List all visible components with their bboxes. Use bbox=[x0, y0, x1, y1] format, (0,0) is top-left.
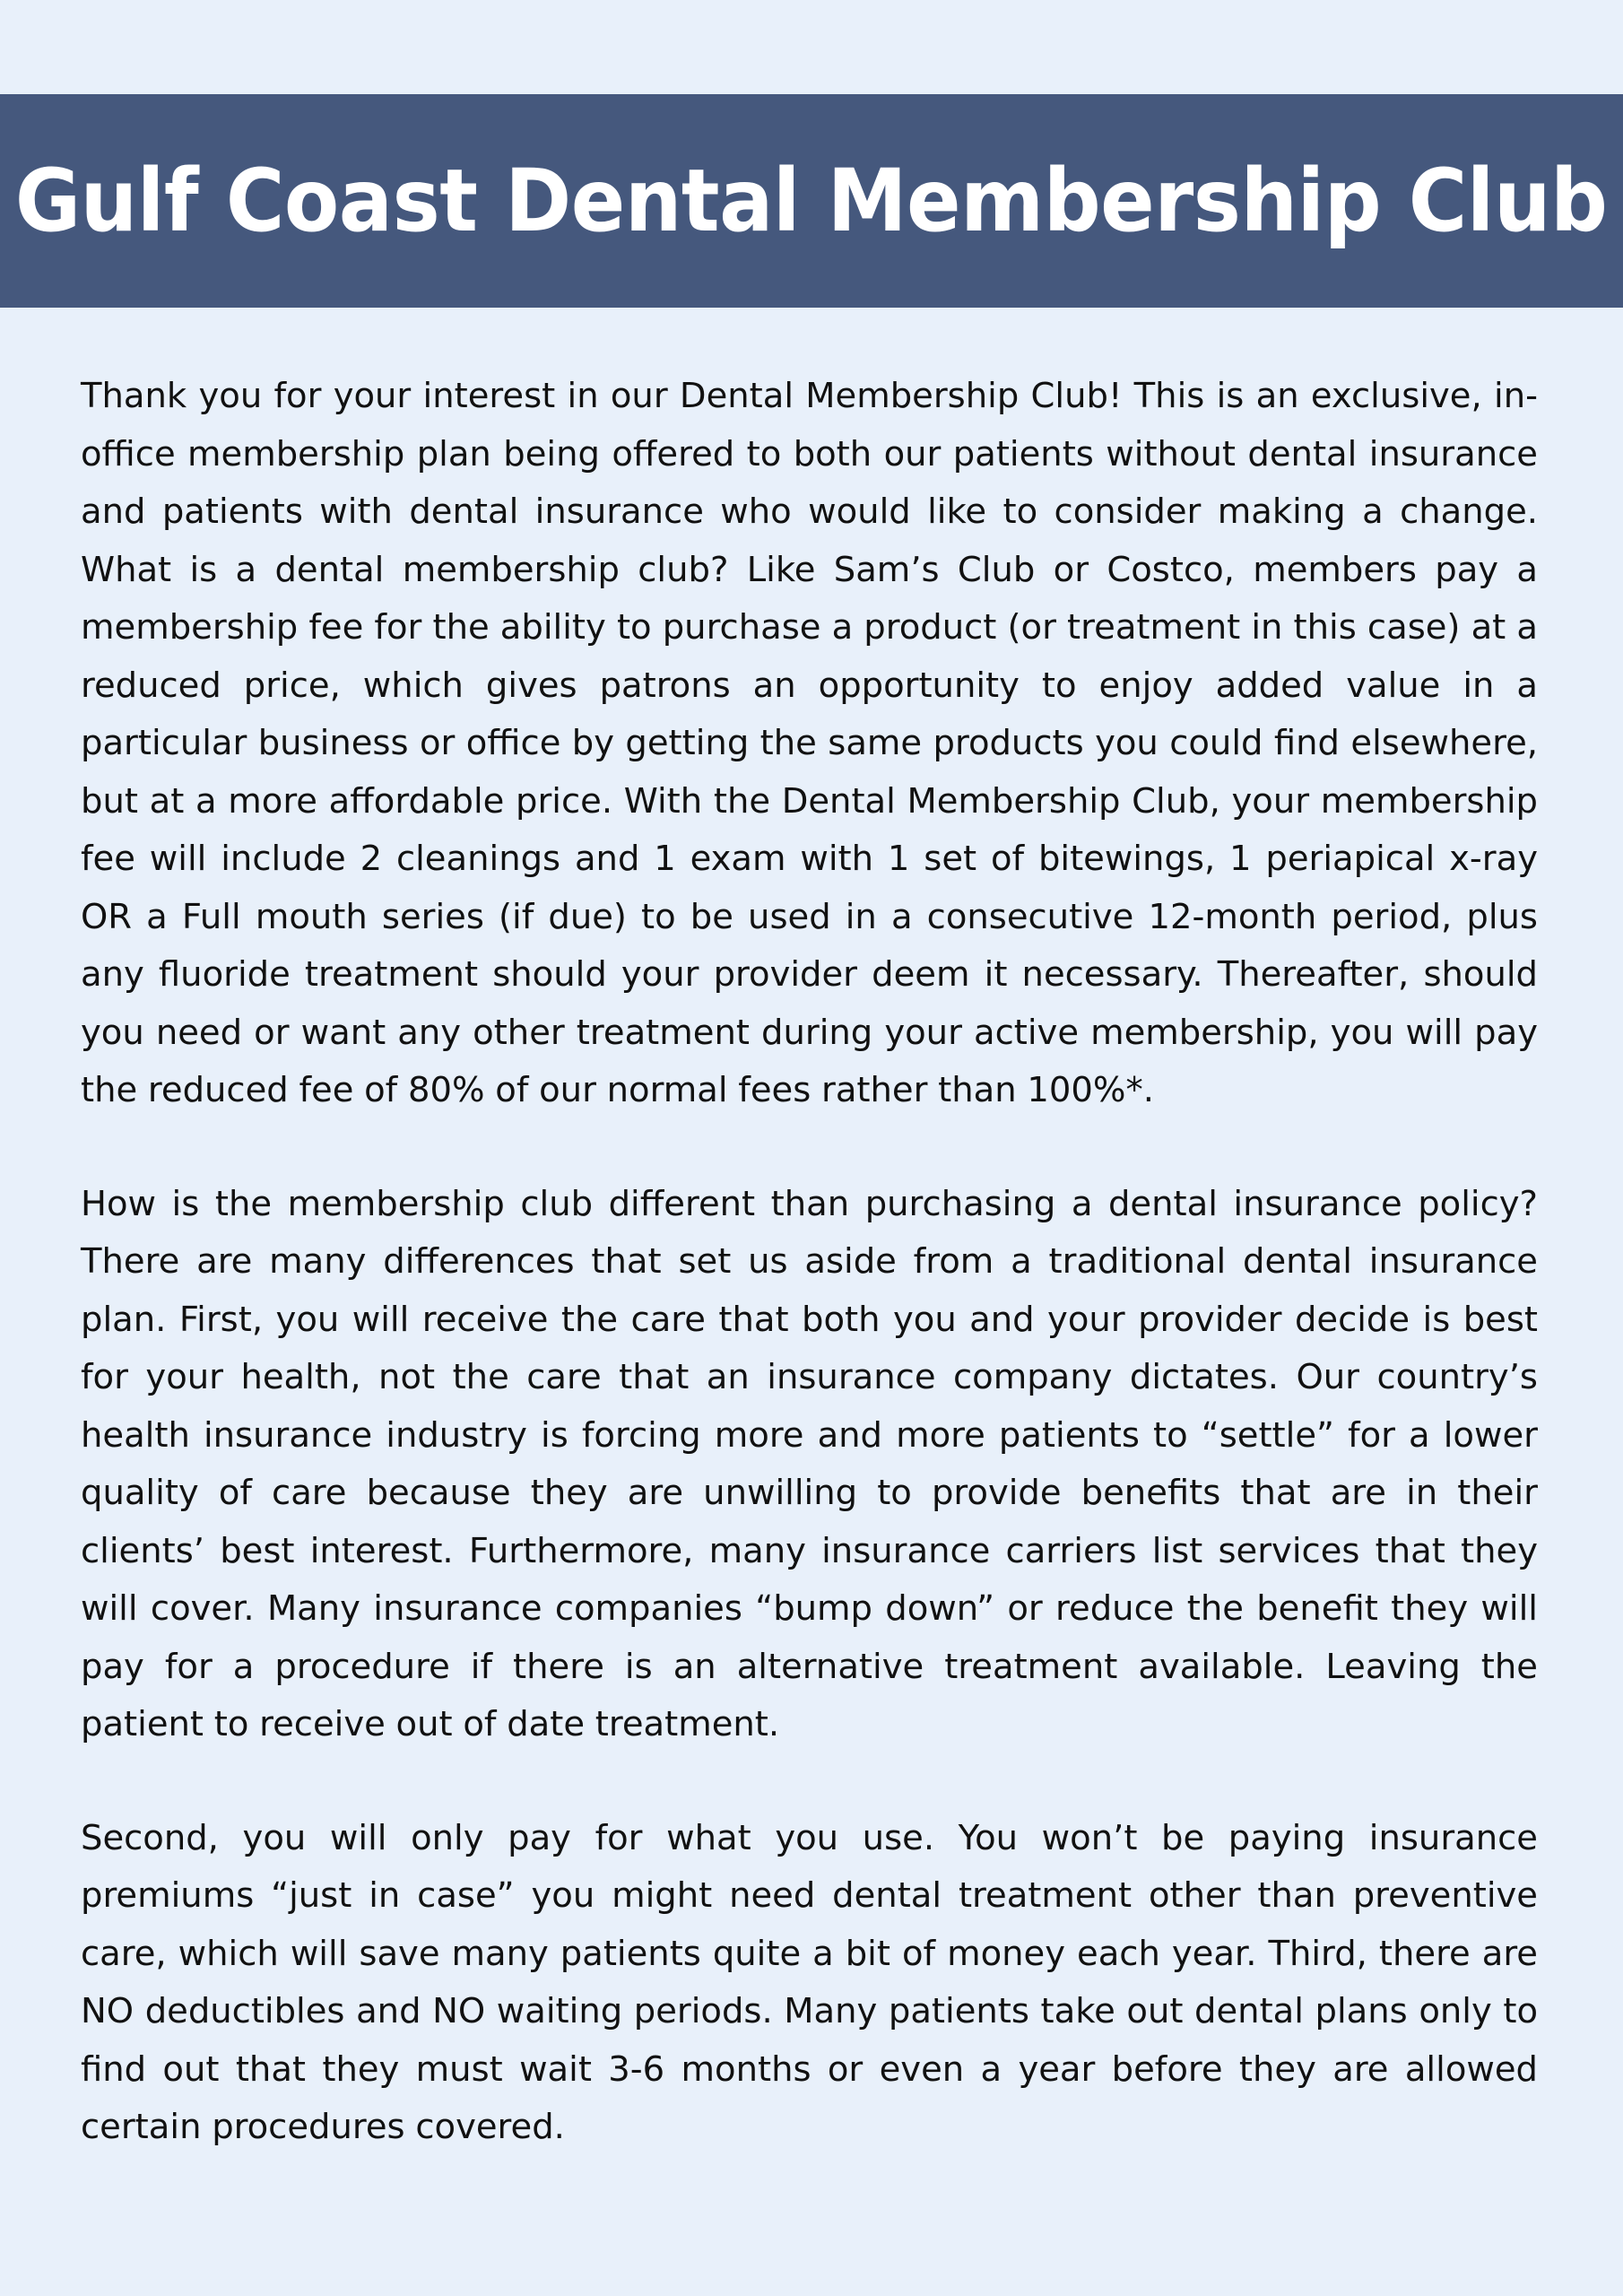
page-header-banner bbox=[0, 94, 1623, 308]
page-title: Gulf Coast Dental Membership Club bbox=[15, 150, 1608, 251]
paragraph-pay-for-what-you-use: Second, you will only pay for what you use. You won’t be paying insurance premiums “just in case” you might need dental treatment other than preventive care, which will save many patients quite a bit of money each year. Third, there are NO deductibles and NO waiting periods. Many patients take out dental plans only to find out that they must wait 3-6 months or even a year before they are allowed certain procedures covered. bbox=[81, 1817, 1538, 2147]
paragraph-intro: Thank you for your interest in our Dental Membership Club! This is an exclusive, in-office membership plan being offered to both our patients without dental insurance and patients with dental insurance who would like to consider making a change. What is a dental membership club? Like Sam’s Club or Costco, members pay a membership fee for the ability to purchase a product (or treatment in this case) at a reduced price, which gives patrons an opportunity to enjoy added value in a particular business or office by getting the same products you could find elsewhere, but at a more affordable price. With the Dental Membership Club, your membership fee will include 2 cleanings and 1 exam with 1 set of bitewings, 1 periapical x-ray OR a Full mouth series (if due) to be used in a consecutive 12-month period, plus any fluoride treatment should your provider deem it necessary. Thereafter, should you need or want any other treatment during your active membership, you will pay the reduced fee of 80% of our normal fees rather than 100%*. bbox=[81, 376, 1538, 1110]
document-body bbox=[81, 368, 1538, 2157]
paragraph-difference-from-insurance: How is the membership club different than purchasing a dental insurance policy? There are many differences that set us aside from a traditional dental insurance plan. First, you will receive the care that both you and your provider decide is best for your health, not the care that an insurance company dictates. Our country’s health insurance industry is forcing more and more patients to “settle” for a lower quality of care because they are unwilling to provide benefits that are in their clients’ best interest. Furthermore, many insurance carriers list services that they will cover. Many insurance companies “bump down” or reduce the benefit they will pay for a procedure if there is an alternative treatment available. Leaving the patient to receive out of date treatment. bbox=[81, 1183, 1538, 1744]
